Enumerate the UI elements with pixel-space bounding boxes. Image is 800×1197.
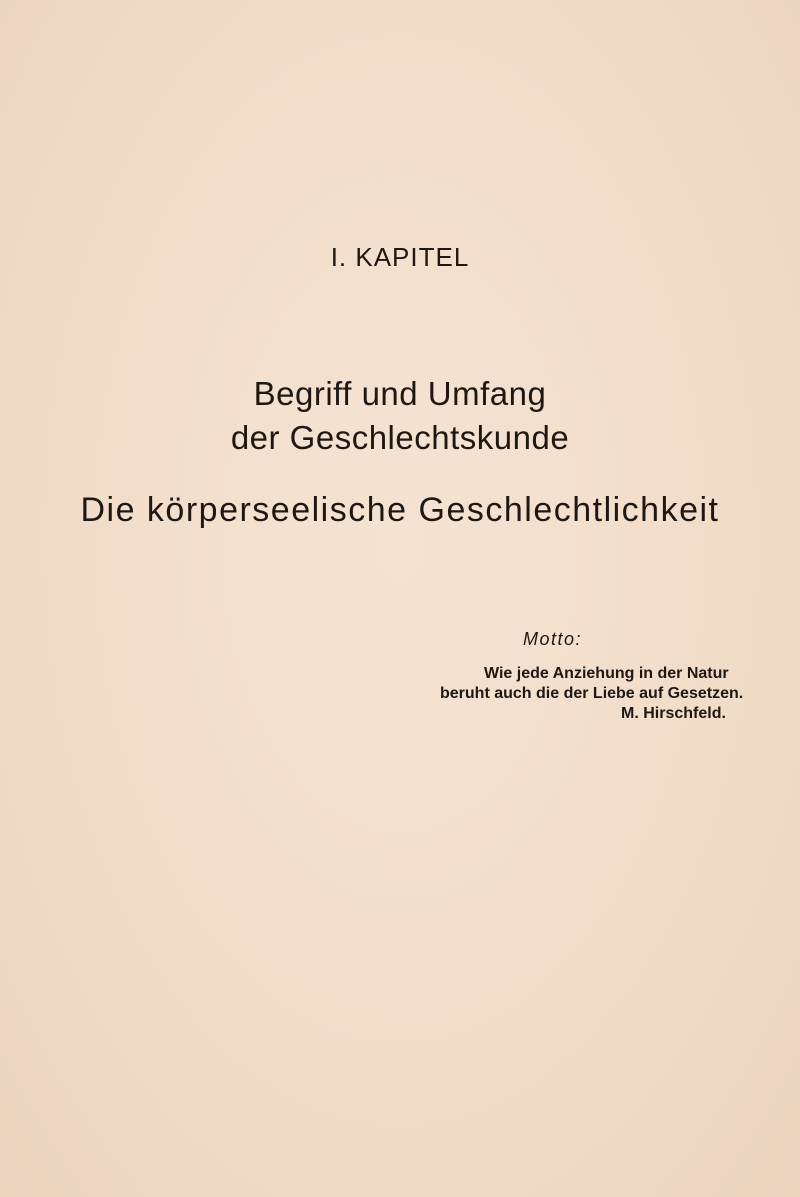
section-subtitle: Die körperseelische Geschlechtlichkeit — [80, 491, 720, 529]
motto-line-2: beruht auch die der Liebe auf Gesetzen. — [440, 685, 744, 702]
motto-label: Motto: — [523, 629, 583, 649]
motto-author: M. Hirschfeld. — [621, 705, 726, 722]
chapter-title — [0, 372, 800, 460]
chapter-title-line-1: Begriff und Umfang — [253, 375, 547, 412]
chapter-heading: I. KAPITEL — [330, 242, 470, 272]
motto-line-1: Wie jede Anziehung in der Natur — [484, 665, 729, 682]
motto-quote — [440, 664, 744, 724]
chapter-title-line-2: der Geschlechtskunde — [230, 419, 570, 456]
